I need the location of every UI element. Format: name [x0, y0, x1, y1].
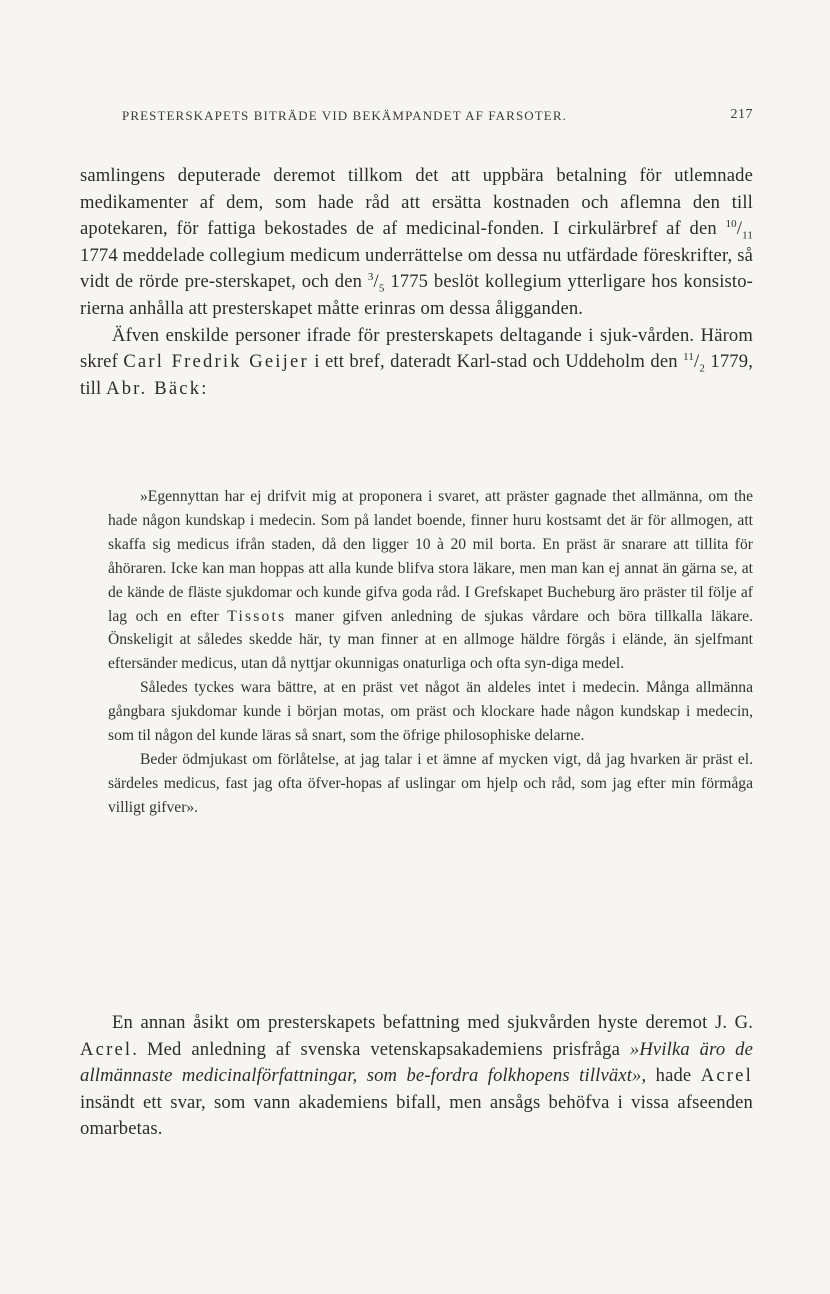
prize-question: »Hvilka äro de allmännaste medicinalförfattningar, som be-fordra folkhopens tillväxt» [80, 1038, 753, 1087]
paragraph-2: Äfven enskilde personer ifrade för presterskapets deltagande i sjuk-vården. Härom skref Carl Fredrik Geijer i ett bref, dateradt Karl-stad och Uddeholm den $^{11}/_2$ 1779, till Abr. Bäck: [80, 324, 753, 399]
paragraph-3: En annan åsikt om presterskapets befattning med sjukvården hyste deremot J. G. Acrel. Med anledning af svenska vetenskapsakademiens prisfråga »Hvilka äro de allmännaste medicinalförfattningar, som be-fordra folkhopens tillväxt», hade Acrel insändt ett svar, som vann akademiens bifall, men ansågs behöfva i vissa afseenden omarbetas. [80, 1012, 754, 1140]
quote-paragraph-3: Beder ödmjukast om förlåtelse, at jag talar i et ämne af mycken vigt, då jag hvarken är präst el. särdeles medicus, fast jag ofta öfver-hopas af uslingar om hjelp och råd, som jag efter min förmåga villigt gifver». [108, 750, 753, 816]
quote-paragraph-2: Således tyckes wara bättre, at en präst vet något än aldeles intet i medecin. Många allmänna gångbara sjukdomar kunde i början motas, om präst och klockare hade någon kundskap i medecin, som til någon del kunde läras så snart, som the öfrige philosophiske delarne. [108, 679, 753, 745]
main-text [80, 163, 753, 402]
recipient-name: Abr. Bäck [106, 377, 202, 399]
quote-paragraph-1: »Egennyttan har ej drifvit mig at proponera i svaret, att präster gagnade thet allmänna, om the hade någon kundskap i medecin. Som på landet boende, finner huru kostsamt det är för allmogen, att skaffa sig medicus ifrån staden, då den ligger 10 à 20 mil borta. En präst är snarare att tillita för åhöraren. Icke kan man hoppas att alla kunde blifva stora läkare, men man kan ej annat än gärna se, at de kände de fläste sjukdomar och kunde gifva goda råd. I Grefskapet Bucheburg äro präster til följe af lag och en efter Tissots maner gifven anledning de sjukas vårdare och böra tillkalla läkare. Önskeligit at således skedde här, ty man finner at en allmoge häldre förgås i elände, än sjelfmant eftersänder medicus, utan då nyttjar okunnigas onaturliga och ofta syn-diga medel. [108, 488, 753, 673]
running-title: PRESTERSKAPETS BITRÄDE VID BEKÄMPANDET AF FARSOTER. [122, 108, 567, 123]
closing-text [80, 1010, 753, 1143]
page-number: 217 [730, 107, 753, 122]
person-name: Carl Fredrik Geijer [123, 351, 309, 373]
paragraph-1: samlingens deputerade deremot tillkom det att uppbära betalning för utlemnade medikamenter af dem, som hade råd att ersätta kostnaden och aflemna den till apotekaren, för fattiga bekostades de af medicinal-fonden. I cirkulärbref af den $^{10}/_{11}$ 1774 meddelade collegium medicum underrättelse om dessa nu utfärdade föreskrifter, så vidt de rörde pre-sterskapet, och den $^3/_5$ 1775 beslöt kollegium ytterligare hos konsisto-rierna anhålla att presterskapet måtte erinras om dessa åligganden. [80, 165, 753, 319]
block-quote [108, 485, 753, 820]
